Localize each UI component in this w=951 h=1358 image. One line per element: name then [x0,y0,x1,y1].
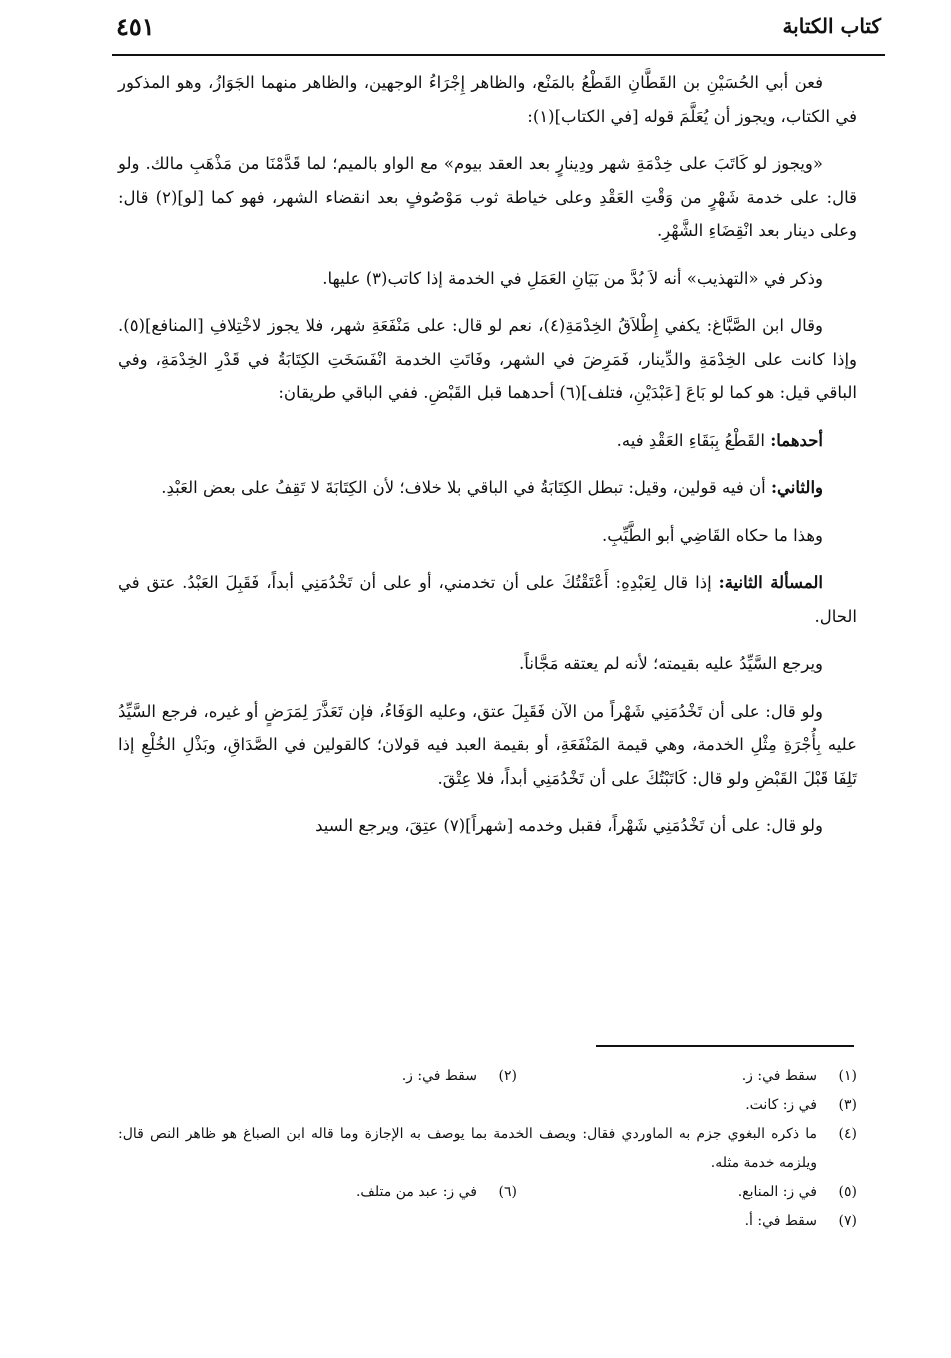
paragraph [118,647,857,681]
main-text [118,66,857,857]
footnote-number: (٤) [838,1126,857,1142]
paragraph-lead: المسألة الثانية: [718,573,823,592]
footnote-rule [596,1045,854,1047]
footnote-item [118,1120,857,1178]
paragraph-text: القَطْعُ بِبَقَاءِ العَقْدِ فيه. [616,430,765,450]
paragraph-text: وقال ابن الصَّبَّاغ: يكفي إِطْلاَقُ الخِدْمَةِ(٤)، نعم لو قال: على مَنْفَعَةِ شهر، فلا يجوز لاخْتِلافِ [المنافع](٥). وإذا كانت على الخِدْمَةِ والدِّينار، فَمَرِضَ في الشهر، وفَاتَتِ الخدمة انْفَسَخَتِ الكِتَابَةُ في قَدْرِ الخِدْمَةِ، وفي الباقي قيل: هو كما لو بَاعَ [عَبْدَيْنِ، فتلف](٦) أحدهما قبل القَبْضِ. ففي الباقي طريقان: [118,316,857,402]
paragraph-lead: أحدهما: [770,430,823,450]
footnote-row [118,1178,857,1207]
footnote-number: (٢) [498,1068,517,1084]
page-header [116,12,881,50]
footnote-text: ما ذكره البغوي جزم به الماوردي فقال: ويصف الخدمة بما يوصف به الإجازة وما قاله ابن الصباغ هو ظاهر النص قال: ويلزمه خدمة مثله. [118,1126,817,1171]
footnote-item [517,1178,857,1207]
paragraph-text: أن فيه قولين، وقيل: تبطل الكِتَابَةُ في الباقي بلا خلاف؛ لأن الكِتَابَةَ لا تَقِفُ على بعض العَبْدِ. [161,478,766,497]
footnote-row [118,1062,857,1091]
footnote-item [177,1062,517,1091]
running-title: كتاب الكتابة [782,14,881,38]
footnote-row [118,1120,857,1178]
footnote-text: سقط في: ز. [741,1068,817,1084]
paragraph-text: فعن أبي الحُسَيْنِ بن القَطَّانِ القَطْعُ بالمَنْع، والظاهر إِجْرَاءُ الوجهين، والظاهر منهما الجَوَازُ، وهو المذكور في الكتاب، ويجوز أن يُعَلَّمَ قوله [في الكتاب](١): [118,73,857,126]
footnote-item [118,1091,857,1120]
footnote-number: (١) [838,1068,857,1084]
paragraph-text: إذا قال لِعَبْدِهِ: أَعْتَقْتُكَ على أن تخدمني، أو على أن تَخْدُمَنِي أبداً، فَقَبِلَ العَبْدُ. عتق في الحال. [118,573,857,626]
footnote-number: (٦) [498,1184,517,1200]
footnote-item [517,1062,857,1091]
footnote-row [118,1091,857,1120]
paragraph-lead: والثاني: [770,478,823,497]
footnote-number: (٥) [838,1184,857,1200]
page-number: ٤٥١ [116,12,155,41]
paragraph-text: «ويجوز لو كَاتَبَ على خِدْمَةِ شهر ودِينارٍ بعد العقد بيوم» مع الواو بالميم؛ لما قَدَّمْنَا من مَذْهَبِ مالك. ولو قال: على خدمة شَهْرٍ من وَقْتِ العَقْدِ وعلى خياطة ثوب مَوْصُوفٍ بعد انقضاء الشهر، فهو كما [لو](٢) قال: وعلى دينار بعد انْقِضَاءِ الشَّهْرِ. [118,154,857,240]
header-rule [112,54,885,56]
paragraph [118,147,857,248]
footnote-item [177,1178,517,1207]
footnote-text: في ز: المنابع. [737,1184,817,1200]
footnote-item [118,1207,857,1236]
footnotes [118,1062,857,1236]
paragraph-text: وهذا ما حكاه القَاضِي أبو الطَّيِّبِ. [601,525,823,545]
footnote-text: في ز: كانت. [745,1097,817,1113]
paragraph [118,424,857,458]
paragraph [118,519,857,553]
paragraph [118,471,857,505]
footnote-text: سقط في: أ. [744,1213,817,1229]
footnote-text: سقط في: ز. [401,1068,477,1084]
paragraph [118,309,857,410]
paragraph-text: وذكر في «التهذيب» أنه لاَ بُدَّ من بَيَانِ العَمَلِ في الخدمة إذا كاتب(٣) عليها. [322,268,823,288]
paragraph [118,262,857,296]
paragraph-text: ولو قال: على أن تَخْدُمَنِي شَهْراً، فقبل وخدمه [شهراً](٧) عتِقَ، ويرجع السيد [315,816,823,835]
paragraph-text: ويرجع السَّيِّدُ عليه بقيمته؛ لأنه لم يعتقه مَجَّاناً. [519,654,823,673]
paragraph [118,809,857,843]
footnote-number: (٧) [838,1213,857,1229]
paragraph [118,566,857,633]
footnote-text: في ز: عبد من متلف. [355,1184,477,1200]
paragraph [118,66,857,133]
paragraph-text: ولو قال: على أن تَخْدُمَنِي شَهْراً من الآن فَقَبِلَ عتق، وعليه الوَفَاءُ، فإن تَعَذَّرَ لِمَرَضٍ أو غيره، فرجع السَّيِّدُ عليه بِأُجْرَةِ مِثْلِ الخدمة، وهي قيمة المَنْفَعَةِ، أو بقيمة العبد فيه قولان؛ كالقولين في الصَّدَاقِ، وبَذْلِ الخُلْعِ إذا تَلِفَا قَبْلَ القَبْضِ ولو قال: كَاتَبْتُكَ على أن تَخْدُمَنِي أبداً، فلا عِتْقَ. [118,701,857,788]
footnote-number: (٣) [838,1097,857,1113]
paragraph [118,695,857,796]
footnote-row [118,1207,857,1236]
